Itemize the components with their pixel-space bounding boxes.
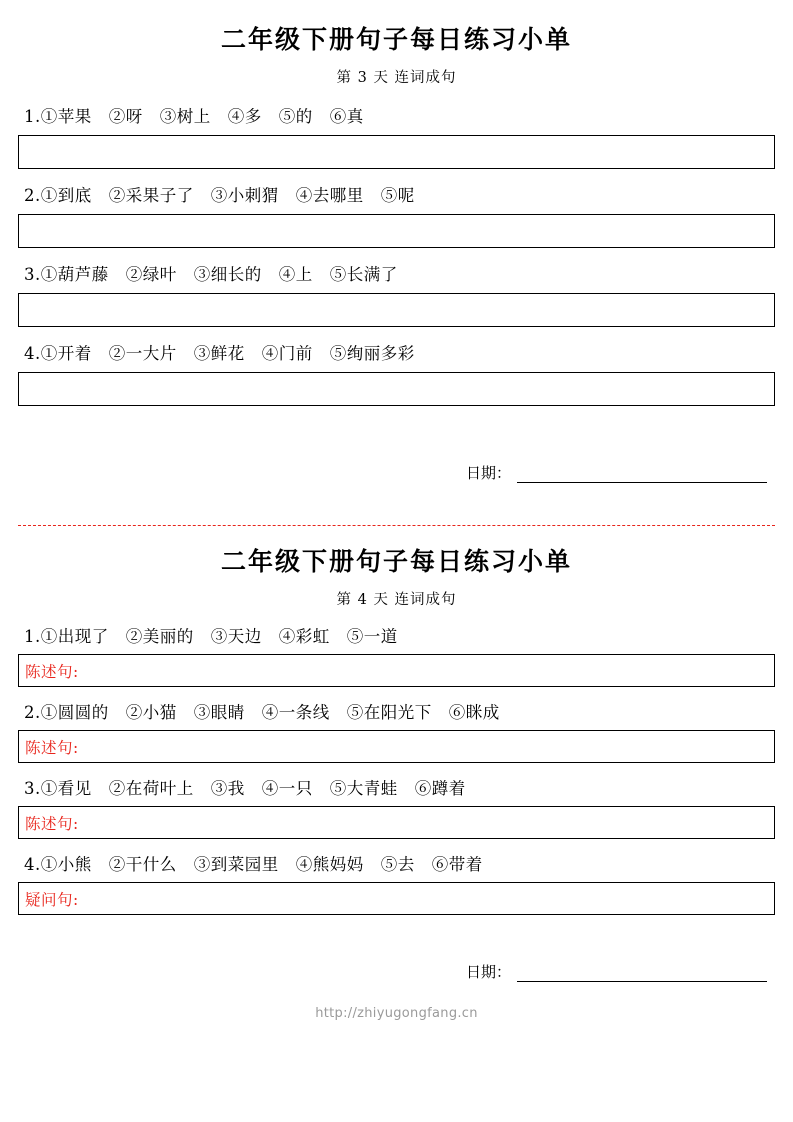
question-line (24, 261, 775, 285)
date-label: 日期： (465, 963, 511, 981)
question-number: 2. (24, 186, 41, 205)
question-number: 1. (24, 107, 41, 126)
question-words: ①出现了 ②美丽的 ③天边 ④彩虹 ⑤一道 (40, 627, 398, 646)
answer-box[interactable] (18, 372, 775, 406)
question-number: 3. (24, 265, 41, 284)
question-number: 4. (24, 344, 41, 363)
answer-type-label: 疑问句: (25, 890, 79, 909)
question-line (24, 851, 775, 875)
question-number: 3. (24, 779, 41, 798)
answer-box[interactable] (18, 214, 775, 248)
worksheet-subtitle: 第 4 天 连词成句 (336, 592, 457, 608)
question-line (24, 623, 775, 647)
question-number: 2. (24, 703, 41, 722)
worksheet-title: 二年级下册句子每日练习小单 (220, 547, 572, 576)
worksheet-subtitle: 第 3 天 连词成句 (336, 70, 457, 86)
date-input-line[interactable] (517, 967, 767, 982)
answer-box[interactable] (18, 806, 775, 839)
worksheet-day-4 (18, 542, 775, 982)
answer-box[interactable] (18, 730, 775, 763)
answer-box[interactable] (18, 654, 775, 687)
question-line (24, 182, 775, 206)
question-line (24, 775, 775, 799)
date-label: 日期： (465, 464, 511, 482)
question-line (24, 103, 775, 127)
question-line (24, 340, 775, 364)
answer-box[interactable] (18, 135, 775, 169)
question-words: ①开着 ②一大片 ③鲜花 ④门前 ⑤绚丽多彩 (40, 344, 415, 363)
worksheet-day-3 (18, 0, 775, 483)
answer-type-label: 陈述句: (25, 814, 79, 833)
date-row (18, 462, 775, 483)
question-words: ①葫芦藤 ②绿叶 ③细长的 ④上 ⑤长满了 (40, 265, 398, 284)
question-words: ①到底 ②采果子了 ③小刺猬 ④去哪里 ⑤呢 (40, 186, 415, 205)
question-line (24, 699, 775, 723)
answer-type-label: 陈述句: (25, 738, 79, 757)
answer-type-label: 陈述句: (25, 662, 79, 681)
question-words: ①小熊 ②干什么 ③到菜园里 ④熊妈妈 ⑤去 ⑥带着 (40, 855, 483, 874)
question-words: ①苹果 ②呀 ③树上 ④多 ⑤的 ⑥真 (40, 107, 364, 126)
question-words: ①圆圆的 ②小猫 ③眼睛 ④一条线 ⑤在阳光下 ⑥眯成 (40, 703, 500, 722)
footer-url: http://zhiyugongfang.cn (315, 1006, 478, 1021)
date-input-line[interactable] (517, 468, 767, 483)
worksheet-title: 二年级下册句子每日练习小单 (220, 25, 572, 54)
answer-box[interactable] (18, 882, 775, 915)
question-number: 1. (24, 627, 41, 646)
answer-box[interactable] (18, 293, 775, 327)
question-number: 4. (24, 855, 41, 874)
date-row (18, 961, 775, 982)
question-words: ①看见 ②在荷叶上 ③我 ④一只 ⑤大青蛙 ⑥蹲着 (40, 779, 466, 798)
